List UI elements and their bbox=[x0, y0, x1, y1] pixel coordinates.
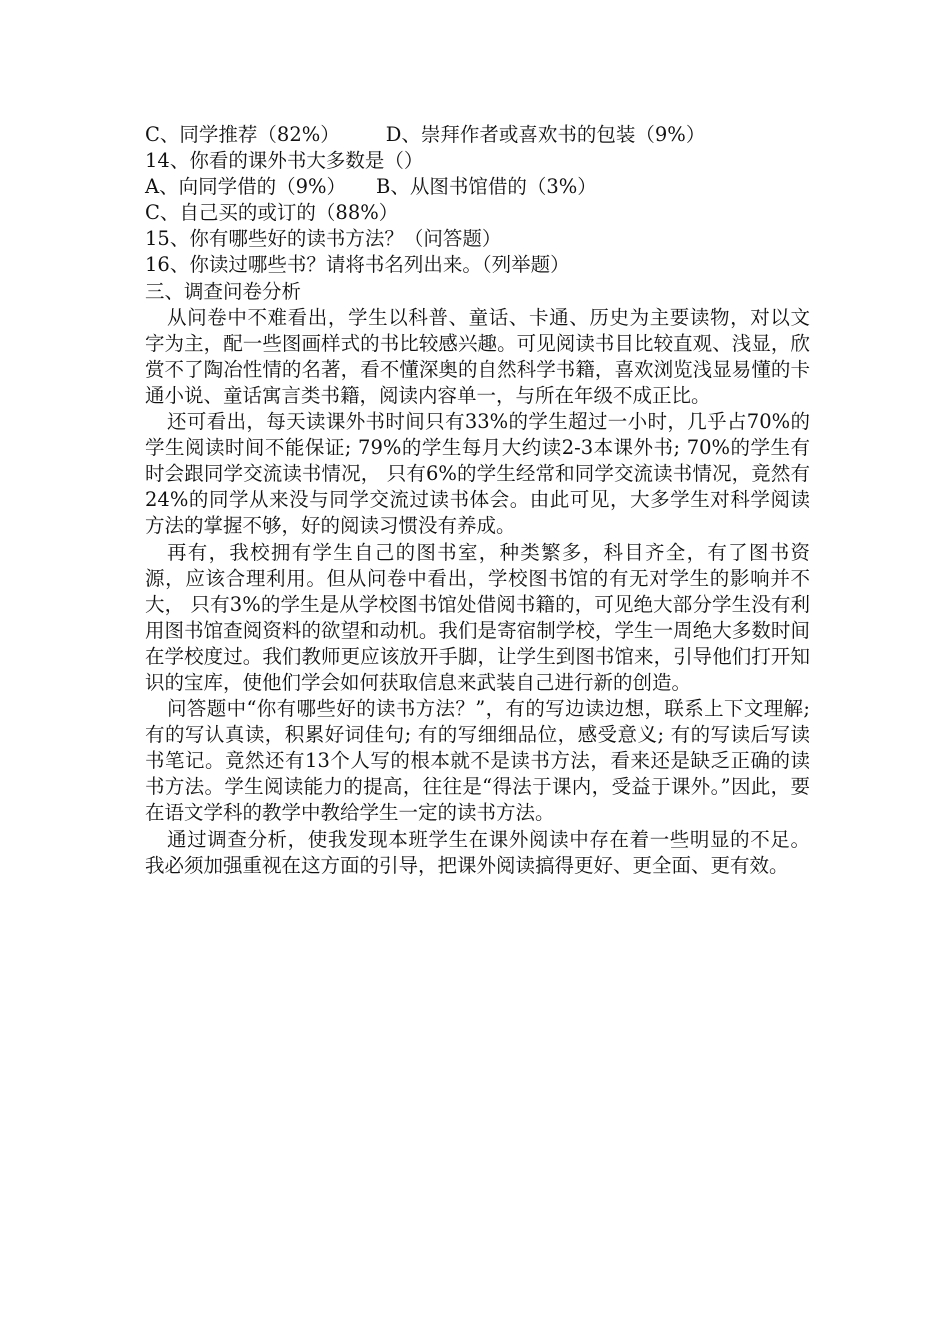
analysis-paragraph: 从问卷中不难看出，学生以科普、童话、卡通、历史为主要读物，对以文字为主，配一些图画样式的书比较感兴趣。可见阅读书目比较直观、浅显，欣赏不了陶冶性情的名著，看不懂深奥的自然科学书籍，喜欢浏览浅显易懂的卡通小说、童话寓言类书籍，阅读内容单一，与所在年级不成正比。 bbox=[145, 305, 810, 407]
q14-option-c: C、自己买的或订的（88%） bbox=[145, 201, 399, 225]
analysis-paragraph: 再有，我校拥有学生自己的图书室，种类繁多，科目齐全，有了图书资源，应该合理利用。但从问卷中看出，学校图书馆的有无对学生的影响并不大， 只有3%的学生是从学校图书馆处借阅书籍的，可见绝大部分学生没有利用图书馆查阅资料的欲望和动机。我们是寄宿制学校，学生一周绝大多数时间在学校度过。我们教师更应该放开手脚，让学生到图书馆来，引导他们打开知识的宝库，使他们学会如何获取信息来武装自己进行新的创造。 bbox=[145, 540, 810, 694]
q14-option-a: A、向同学借的（9%） bbox=[145, 175, 347, 199]
q14-question: 14、你看的课外书大多数是（） bbox=[145, 149, 424, 173]
q13-option-c: C、同学推荐（82%） bbox=[145, 123, 340, 146]
document-body bbox=[145, 122, 810, 879]
analysis-paragraph: 通过调查分析，使我发现本班学生在课外阅读中存在着一些明显的不足。我必须加强重视在这方面的引导，把课外阅读搞得更好、更全面、更有效。 bbox=[145, 827, 810, 877]
q16-question: 16、你读过哪些书？请将书名列出来。（列举题） bbox=[145, 253, 570, 277]
q14-options-ab bbox=[145, 174, 810, 200]
q13-options-cd bbox=[145, 122, 810, 148]
q13-option-d: D、崇拜作者或喜欢书的包装（9%） bbox=[385, 123, 706, 146]
q15-question: 15、你有哪些好的读书方法？（问答题） bbox=[145, 227, 502, 251]
analysis-paragraph: 问答题中“你有哪些好的读书方法？”，有的写边读边想，联系上下文理解; 有的写认真读，积累好词佳句; 有的写细细品位，感受意义; 有的写读后写读书笔记。竟然还有13个人写的根本就不是读书方法，看来还是缺乏正确的读书方法。学生阅读能力的提高，往往是“得法于课内，受益于课外。”因此，要在语文学科的教学中教给学生一定的读书方法。 bbox=[145, 697, 810, 825]
section-heading: 三、调查问卷分析 bbox=[145, 279, 302, 303]
analysis-paragraph: 还可看出，每天读课外书时间只有33%的学生超过一小时，几乎占70%的学生阅读时间不能保证; 79%的学生每月大约读2-3本课外书; 70%的学生有时会跟同学交流读书情况， 只有6%的学生经常和同学交流读书情况，竟然有24%的同学从来没与同学交流过读书体会。由此可见，大多学生对科学阅读方法的掌握不够，好的阅读习惯没有养成。 bbox=[145, 410, 810, 538]
q14-option-b: B、从图书馆借的（3%） bbox=[376, 175, 597, 199]
